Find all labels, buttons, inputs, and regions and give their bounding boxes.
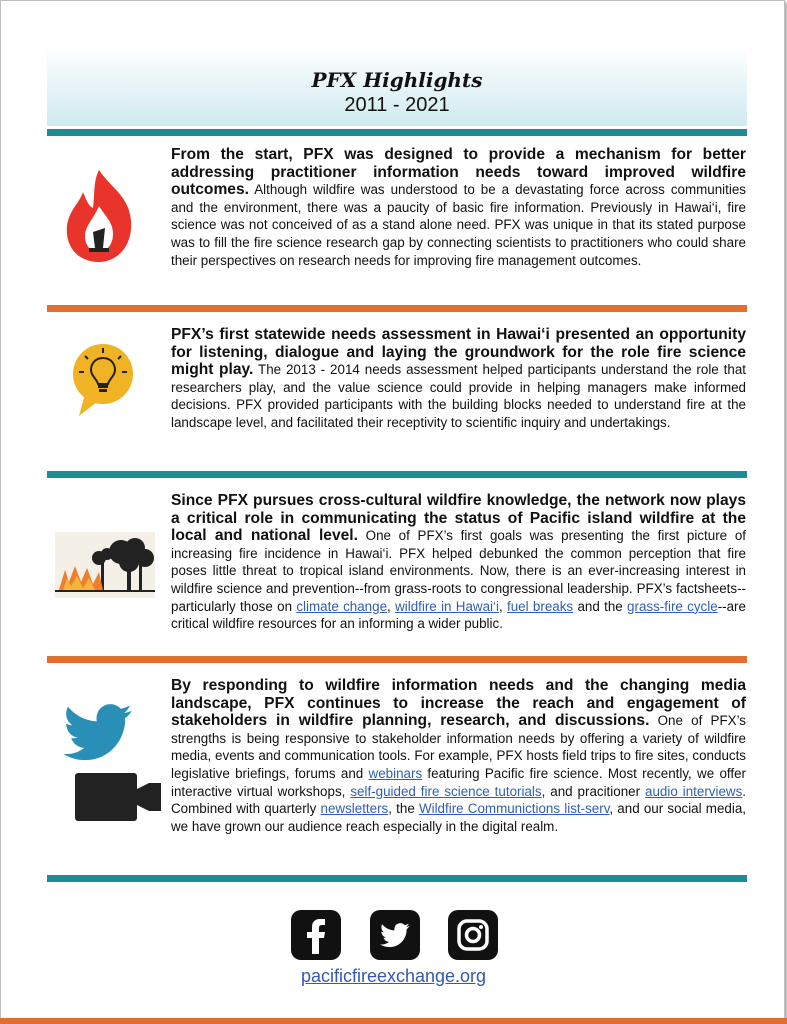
section-lead: PFX’s first statewide needs assessment in Hawai‘i presented an opportunity for listening, dialogue and laying the groundwork for the role fire science might play. <box>171 326 746 379</box>
section-body: One of PFX’s first goals was presenting the first picture of increasing fire incidence in Hawai‘i. PFX helped debunked the common perception that fire poses little threat to tropical island environments. Now, there is an ever-increasing interest in wildfire science and prevention--from grass-roots to congressional leadership. PFX’s factsheets--particularly those on <box>171 528 746 614</box>
bottom-bar <box>0 1018 787 1024</box>
text-sep: , <box>498 598 508 614</box>
twitter-icon <box>63 703 133 763</box>
divider-teal <box>47 875 747 882</box>
wildfire-in-hawaii-link[interactable]: wildfire in Hawai‘i <box>395 598 499 614</box>
webinars-link[interactable]: webinars <box>368 765 423 781</box>
section-cross-cultural <box>47 478 747 650</box>
section-start <box>47 136 747 301</box>
section-body-part: featuring Pacific fire science. Most recently, we offer interactive virtual workshops, <box>171 765 746 799</box>
section-text <box>171 677 746 835</box>
video-camera-icon <box>75 773 161 821</box>
section-media-landscape <box>47 663 747 873</box>
twitter-icon[interactable] <box>370 910 420 960</box>
audio-interviews-link[interactable]: audio interviews <box>645 783 743 799</box>
section-body-part: , and pracitioner <box>541 783 646 799</box>
text-sep: , <box>387 598 396 614</box>
divider-teal <box>47 129 747 136</box>
text-sep: and the <box>573 598 628 614</box>
section-needs-assessment <box>47 312 747 467</box>
divider-orange <box>47 305 747 312</box>
climate-change-link[interactable]: climate change <box>296 598 388 614</box>
section-body: The 2013 - 2014 needs assessment helped participants understand the role that researchers play, and the value science could provide in helping managers make informed decisions. PFX provided participants with the building blocks needed to understand fire at the landscape level, and facilitated their receptivity to scientific inquiry and undertakings. <box>171 362 746 430</box>
section-body-end: , and our social media, we have grown our audience reach especially in the digital realm. <box>171 801 746 834</box>
section-lead: Since PFX pursues cross-cultural wildfire knowledge, the network now plays a critical role in communicating the status of Pacific island wildfire at the local and national level. <box>171 492 746 545</box>
divider-orange <box>47 656 747 663</box>
divider-teal <box>47 471 747 478</box>
website-link[interactable]: pacificfireexchange.org <box>300 966 487 986</box>
fuel-breaks-link[interactable]: fuel breaks <box>507 598 574 614</box>
section-lead: By responding to wildfire information needs and the changing media landscape, PFX continues to increase the reach and engagement of stakeholders in wildfire planning, research, and discussions. <box>171 677 746 730</box>
section-lead: From the start, PFX was designed to provide a mechanism for better addressing practitioner information needs toward improved wildfire outcomes. <box>171 146 746 199</box>
tutorials-link[interactable]: self-guided fire science tutorials <box>350 783 542 799</box>
section-body-end: --are critical wildfire resources for an informing a wider public. <box>171 598 746 632</box>
header-banner <box>47 46 747 126</box>
section-text <box>171 492 746 633</box>
section-body: Although wildfire was understood to be a devastating force across communities and the environment, there was a paucity of basic fire information. Previously in Hawai‘i, fire science was not conceived of as a stand alone need. PFX was unique in that its stated purpose was to fill the fire science research gap by connecting scientists to practitioners who could share their perspectives on research needs for improving fire management outcomes. <box>171 182 746 268</box>
section-body: One of PFX’s strengths is being responsive to stakeholder information needs by offering a variety of wildfire media, events and communication tools. For example, PFX hosts field trips to fire sites, conducts legislative briefings, forums and <box>171 713 746 781</box>
page-years: 2011 - 2021 <box>344 94 450 116</box>
lightbulb-icon <box>71 342 135 420</box>
page-title: PFX Highlights <box>311 68 483 92</box>
instagram-icon[interactable] <box>448 910 498 960</box>
fire-icon <box>59 166 139 266</box>
section-body-part: , the <box>388 801 419 817</box>
facebook-icon[interactable] <box>291 910 341 960</box>
listserv-link[interactable]: Wildfire Communictions list-serv <box>418 801 610 817</box>
newsletters-link[interactable]: newsletters <box>320 801 389 817</box>
section-text <box>171 146 746 269</box>
wildfire-landscape-icon <box>55 532 155 598</box>
section-body-part: . Combined with quarterly <box>171 783 746 817</box>
grass-fire-cycle-link[interactable]: grass-fire cycle <box>627 598 718 614</box>
section-text <box>171 326 746 432</box>
